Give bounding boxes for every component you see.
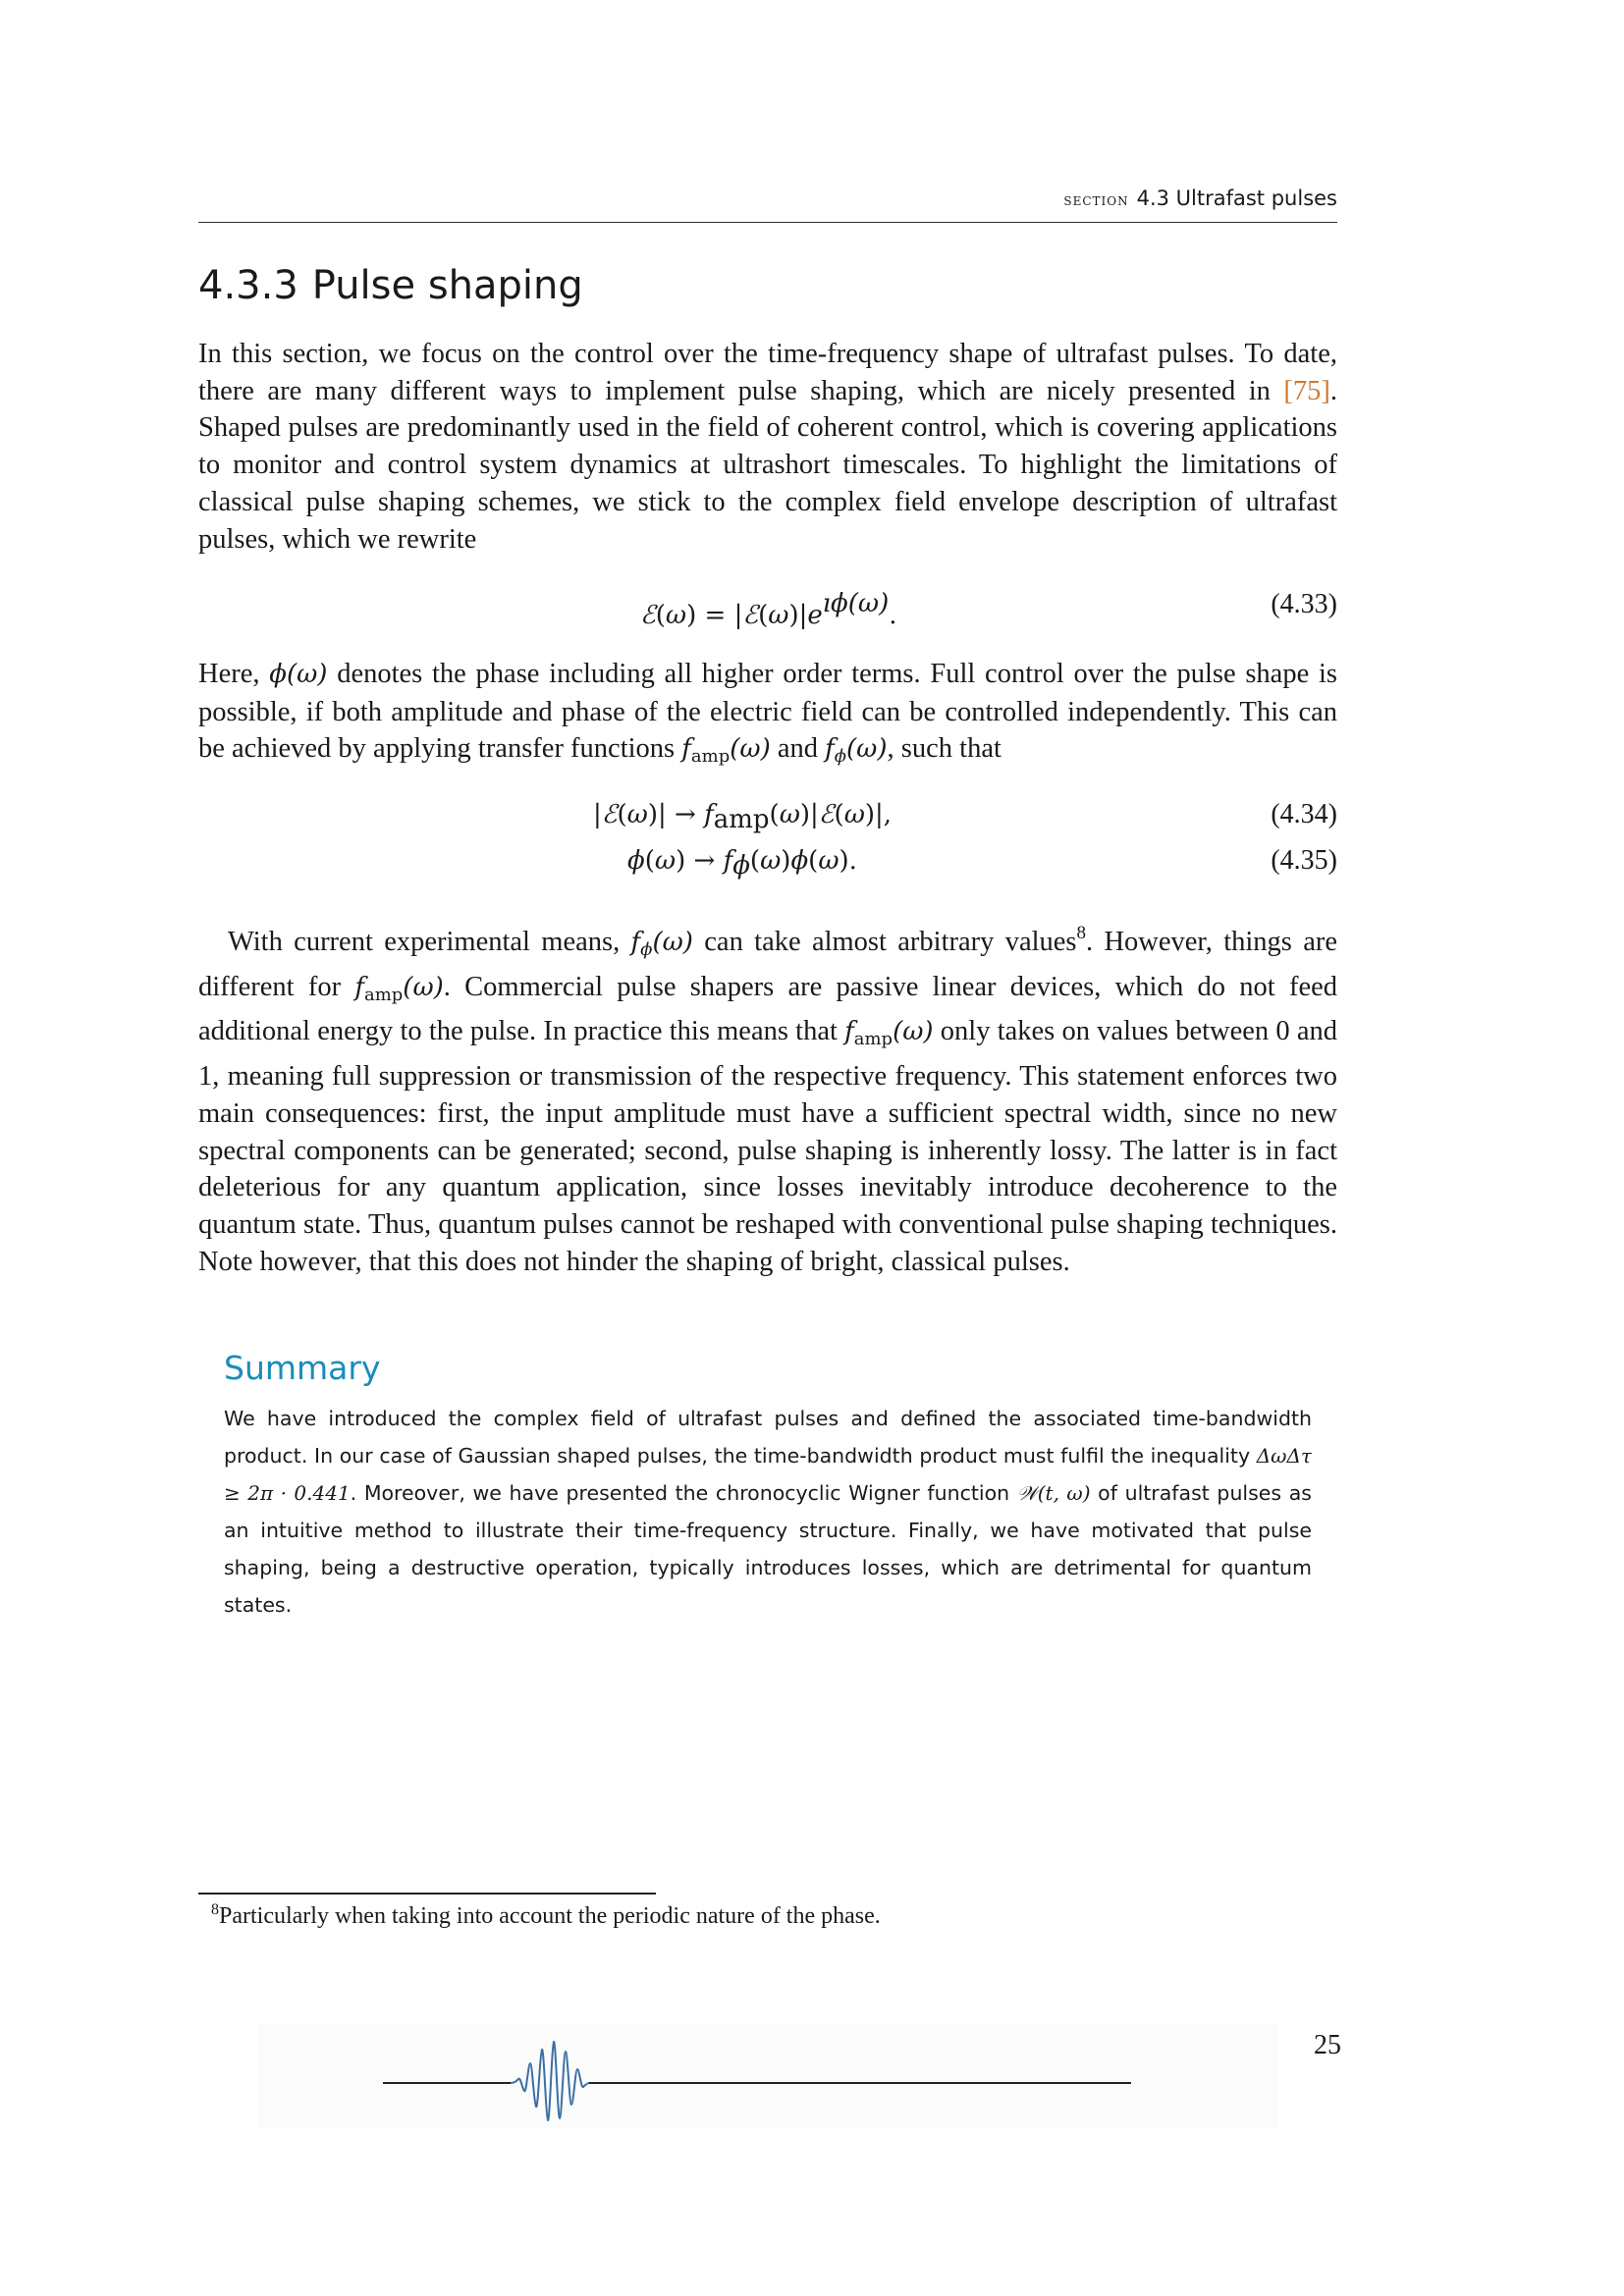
paragraph-phase: Here, ϕ(ω) denotes the phase including all higher order terms. Full control over the pulse shape is possible, if both amplitude and phase of the electric field can be controlled independently. This can be achieved by applying transfer functions $f_{amp}(\omega)$ and $f_\phi(\omega)$, such that	[198, 659, 1337, 768]
equation-number: (4.33)	[1271, 589, 1337, 619]
header-section-title: 4.3 Ultrafast pulses	[1136, 187, 1337, 210]
section-number: 4.3.3	[198, 263, 298, 308]
footnote-mark[interactable]: 8	[1076, 923, 1086, 943]
summary-title: Summary	[224, 1349, 381, 1387]
section-title: Pulse shaping	[311, 263, 583, 308]
inequality-math: ΔωΔτ ≥ 2π · 0.441	[224, 1444, 1312, 1505]
equation-number: (4.34)	[1271, 799, 1337, 829]
wigner-function-math: 𝒲(t, ω)	[1016, 1481, 1091, 1505]
equation-4-33	[198, 589, 1337, 628]
pulse-wave-logo-icon	[383, 2034, 1149, 2122]
header-section-word: section	[1063, 190, 1129, 210]
footnote-number: 8	[211, 1901, 219, 1918]
footnote	[211, 1901, 881, 1930]
section-heading	[198, 263, 583, 308]
footnote-text: Particularly when taking into account the periodic nature of the phase.	[219, 1903, 881, 1929]
page-number: 25	[1314, 2030, 1341, 2060]
paragraph-intro: In this section, we focus on the control over the time-frequency shape of ultrafast pulses. To date, there are many different ways to implement pulse shaping, which are nicely presented in [75]. Shaped pulses are predominantly used in the field of coherent control, which is covering applications to monitor and control system dynamics at ultrashort timescales. To highlight the limitations of classical pulse shaping schemes, we stick to the complex field envelope description of ultrafast pulses, which we rewrite	[198, 339, 1337, 555]
summary-body: We have introduced the complex field of ultrafast pulses and defined the associated time-bandwidth product. In our case of Gaussian shaped pulses, the time-bandwidth product must fulfil the inequality ΔωΔτ ≥ 2π · 0.441. Moreover, we have presented the chronocyclic Wigner function 𝒲(t, ω) of ultrafast pulses as an intuitive method to illustrate their time-frequency structure. Finally, we have motivated that pulse shaping, being a destructive operation, typically introduces losses, which are detrimental for quantum states.	[224, 1407, 1312, 1617]
equation-body: ϕ(ω) → fϕ(ω)ϕ(ω).	[627, 846, 857, 881]
equation-4-34	[198, 799, 1337, 838]
paragraph-consequences: With current experimental means, $f_\phi(\omega)$ can take almost arbitrary values$^8$. However, things are different for $f_{amp}(\omega)$. Commercial pulse shapers are passive linear devices, which do not feed additional energy to the pulse. In practice this means that $f_{amp}(\omega)$ only takes on values between 0 and 1, meaning full suppression or transmission of the respective frequency. This statement enforces two main consequences: first, the input amplitude must have a sufficient spectral width, since no new spectral components can be generated; second, pulse shaping is inherently lossy. The latter is in fact deleterious for any quantum application, since losses inevitably introduce decoherence to the quantum state. Thus, quantum pulses cannot be reshaped with conventional pulse shaping techniques. Note however, that this does not hinder the shaping of bright, classical pulses.	[198, 923, 1338, 1277]
running-header	[198, 187, 1337, 223]
equation-body: ℰ(ω) = |ℰ(ω)|eıϕ(ω).	[640, 589, 897, 630]
footnote-divider	[198, 1893, 656, 1895]
citation-link[interactable]: [75]	[1283, 375, 1330, 406]
equation-4-35	[198, 845, 1337, 884]
equation-number: (4.35)	[1271, 845, 1337, 876]
equation-body: |ℰ(ω)| → famp(ω)|ℰ(ω)|,	[593, 800, 893, 834]
